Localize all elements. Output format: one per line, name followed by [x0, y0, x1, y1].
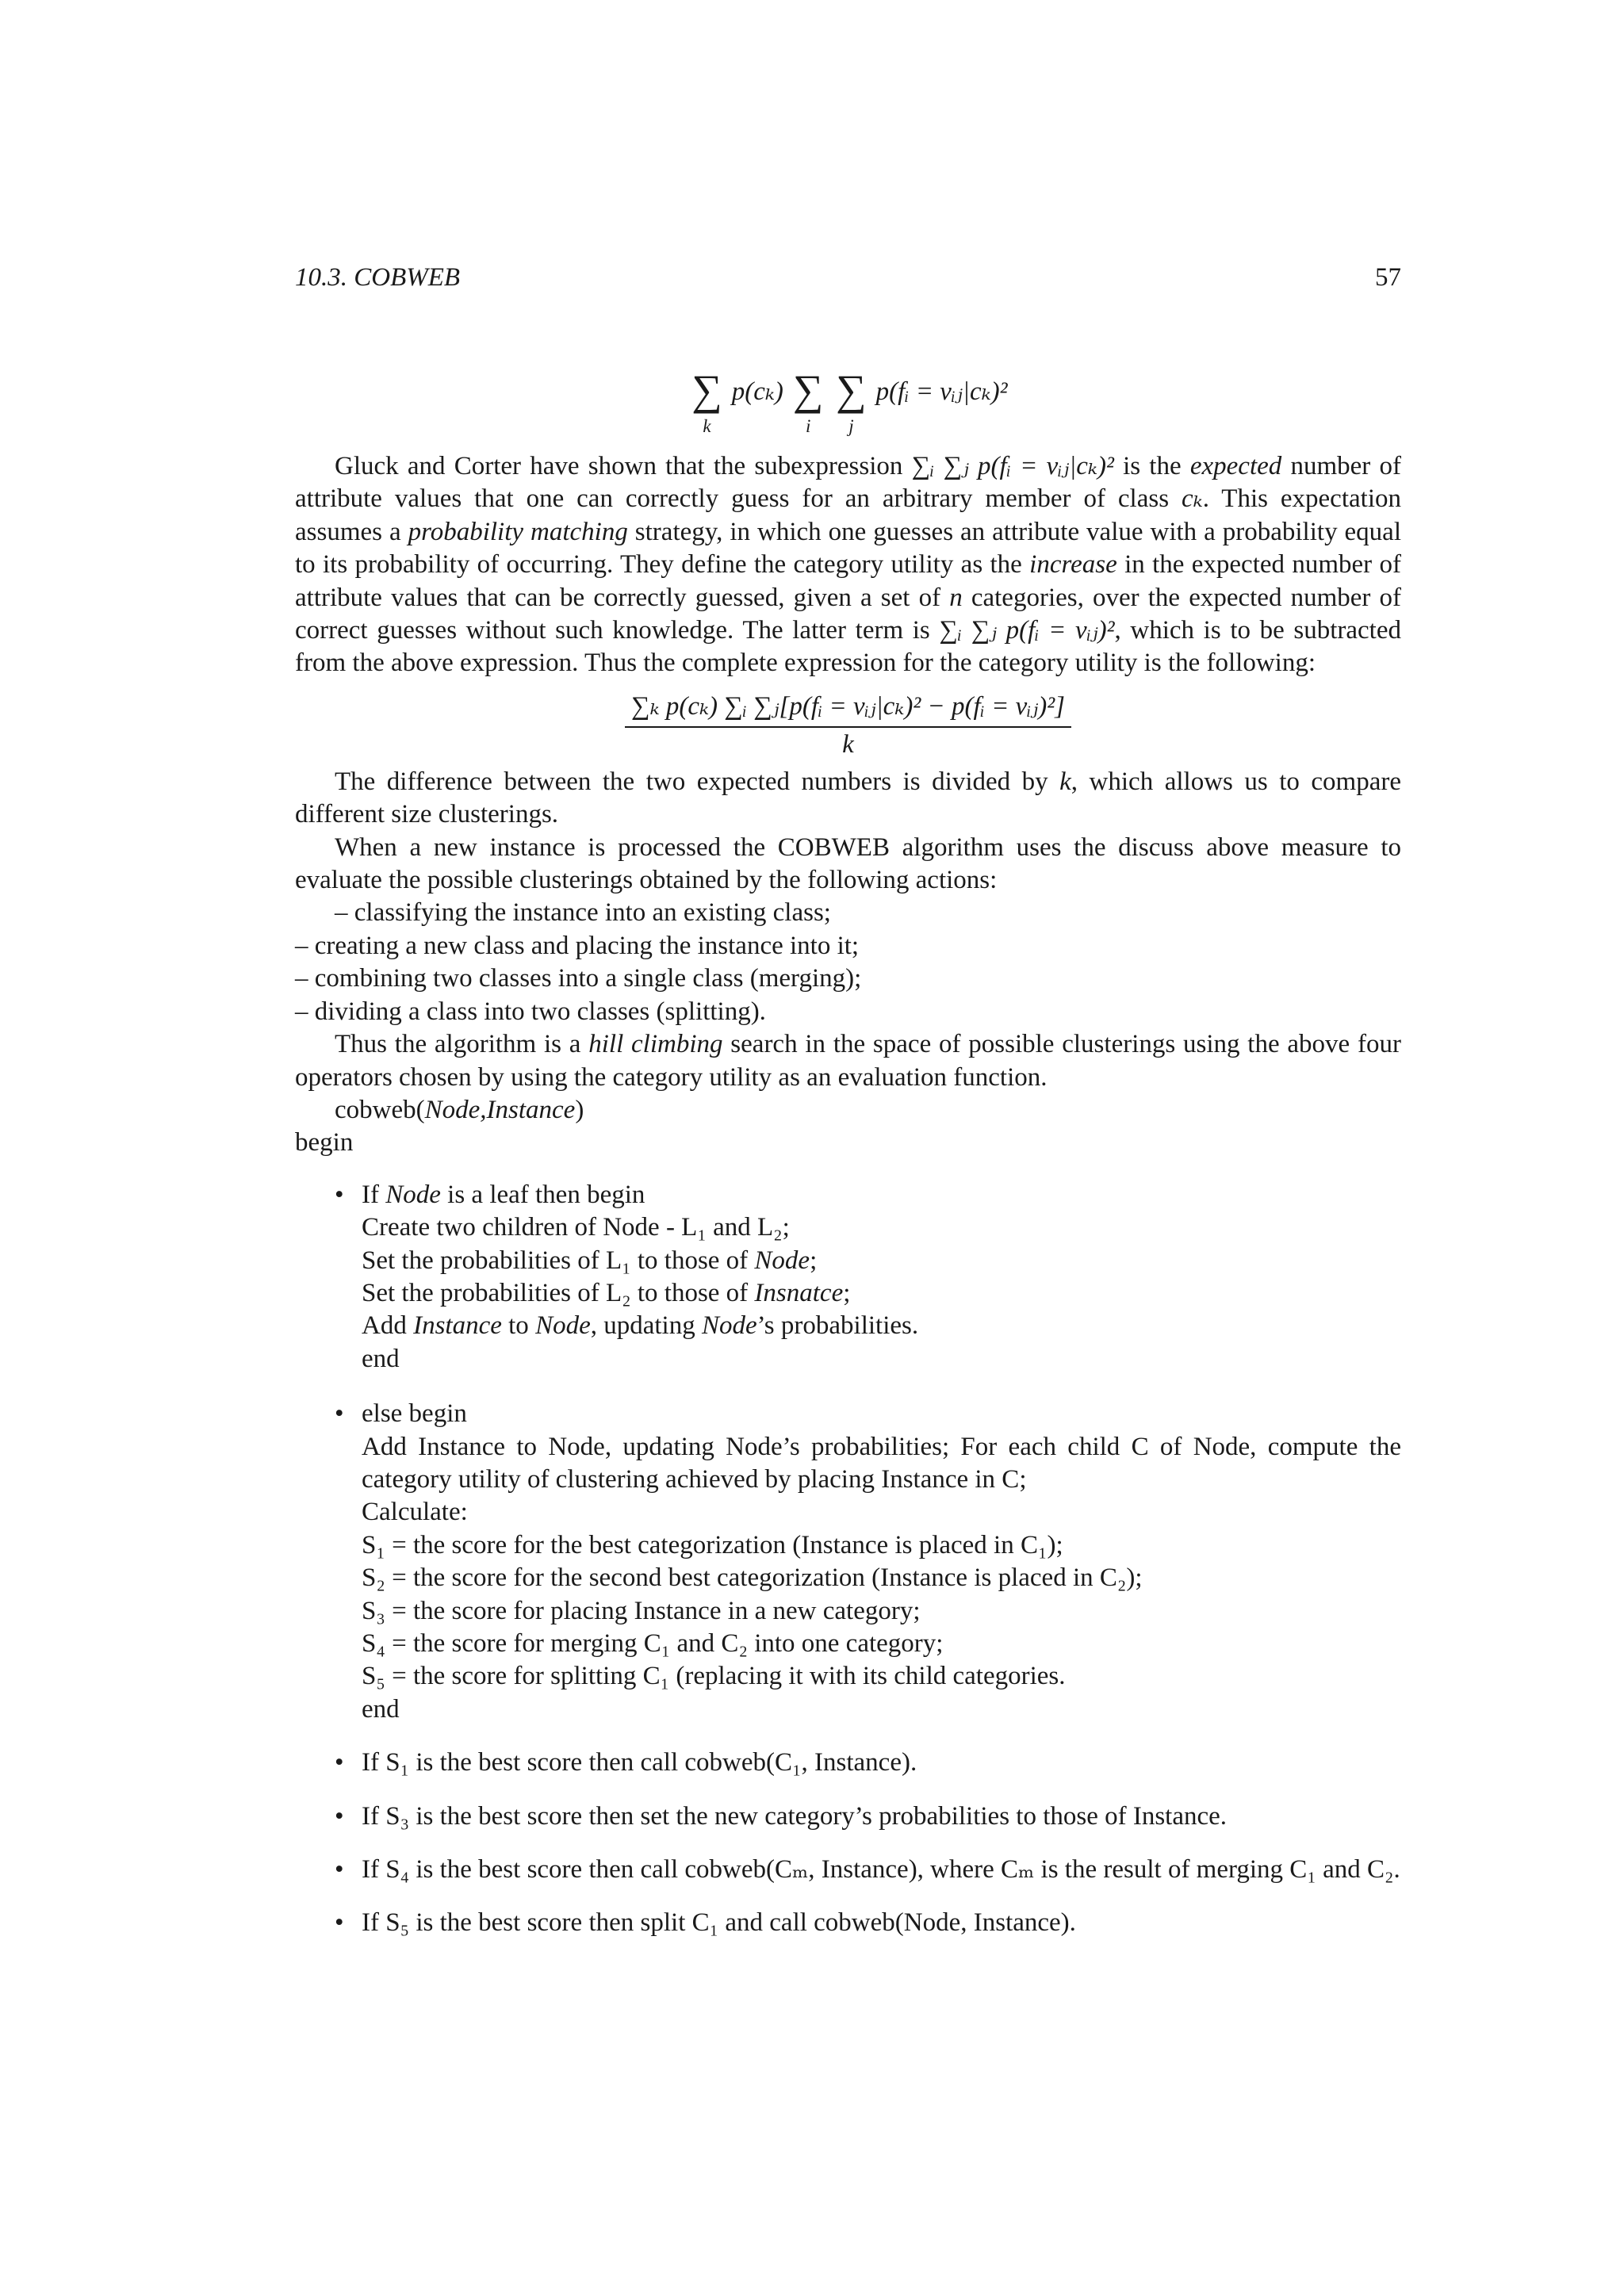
algorithm-signature: cobweb(Node,Instance) [335, 1095, 584, 1124]
eq1-term-pc: p(cₖ) [731, 377, 783, 406]
score-s3: S₃ = the score for placing Instance in a new category; [362, 1596, 921, 1625]
paragraph-gluck-corter: Gluck and Corter have shown that the subexpression ∑ᵢ ∑ⱼ p(fᵢ = vᵢⱼ|cₖ)² is the expected number of attribute values that one can correctly guess for an arbitrary member of class cₖ. This expectation assumes a probability matching strategy, in which one guesses an attribute value with a probability equal to its probability of occurring. They define the category utility as the increase in the expected number of attribute values that can be correctly guessed, given a set of n categories, over the expected number of correct guesses without such knowledge. The latter term is ∑ᵢ ∑ⱼ p(fᵢ = vᵢⱼ)², which is to be subtracted from the above expression. Thus the complete expression for the category utility is the following: [295, 452, 1402, 678]
bullet-icon: • [335, 1855, 344, 1885]
sum-over-i: ∑ i [792, 366, 824, 436]
step-s5: • If S₅ is the best score then split C₁ and call cobweb(Node, Instance). [295, 1907, 1401, 1939]
action-merge: – combining two classes into a single class (merging); [295, 964, 862, 993]
step-s1: • If S₁ is the best score then call cobweb(C₁, Instance). [295, 1747, 1401, 1779]
bullet-icon: • [335, 1399, 344, 1429]
equation-expected-guesses [295, 366, 1401, 438]
cu-numerator: ∑ₖ p(cₖ) ∑ᵢ ∑ⱼ[p(fᵢ = vᵢⱼ|cₖ)² − p(fᵢ = vᵢⱼ)²] [625, 690, 1071, 728]
paragraph-hill-climbing: Thus the algorithm is a hill climbing search in the space of possible clusterings using the above four operators chosen by using the category utility as an evaluation function. [295, 1030, 1401, 1092]
step-s4: • If S₄ is the best score then call cobweb(Cₘ, Instance), where Cₘ is the result of merging C₁ and C₂. [295, 1854, 1401, 1886]
step-else: • else begin Add Instance to Node, updating Node’s probabilities; For each child C of Node, compute the category utility of clustering achieved by placing Instance in C; Calculate: S₁ = the score for the best categorization (Instance is placed in C₁); S₂ = the score for the second best categorization (Instance is placed in C₂); S₃ = the score for placing Instance in a new category; S₄ = the score for merging C₁ and C₂ into one category; S₅ = the score for splitting C₁ (replacing it with its child categories. end [335, 1399, 1401, 1724]
score-s2: S₂ = the score for the second best categorization (Instance is placed in C₂); [362, 1563, 1143, 1593]
step-s3: • If S₃ is the best score then set the new category’s probabilities to those of Instance. [295, 1800, 1401, 1833]
algorithm-steps [295, 1179, 1401, 1940]
score-s5: S₅ = the score for splitting C₁ (replacing it with its child categories. [362, 1662, 1066, 1691]
algorithm-begin: begin [295, 1128, 354, 1158]
cu-denominator: k [842, 729, 854, 759]
paragraph-difference: The difference between the two expected numbers is divided by k, which allows us to compare different size clusterings. [295, 767, 1401, 829]
step-leaf: • If Node is a leaf then begin Create two children of Node - L₁ and L₂; Set the probabilities of L₁ to those of Node; Set the probabilities of L₂ to those of Insnatce; Add Instance to Node, updating Node’s probabilities. end [335, 1180, 919, 1373]
running-head [295, 263, 1401, 303]
body-text [295, 450, 1401, 1940]
sum-over-k: ∑ k [691, 366, 722, 436]
bullet-icon: • [335, 1908, 344, 1938]
page [295, 0, 1401, 2296]
equation-category-utility [295, 690, 1401, 766]
bullet-icon: • [335, 1801, 344, 1831]
score-s4: S₄ = the score for merging C₁ and C₂ into one category; [362, 1629, 944, 1658]
action-create: – creating a new class and placing the instance into it; [295, 931, 860, 960]
paragraph-new-instance: When a new instance is processed the COBWEB algorithm uses the discuss above measure to evaluate the possible clusterings obtained by the following actions: [295, 832, 1401, 895]
score-s1: S₁ = the score for the best categorization (Instance is placed in C₁); [362, 1530, 1063, 1559]
sum-over-j: ∑ j [836, 366, 867, 436]
action-split: – dividing a class into two classes (splitting). [295, 997, 766, 1026]
bullet-icon: • [335, 1748, 344, 1777]
bullet-icon: • [335, 1180, 344, 1209]
eq1-term-pf: p(fᵢ = vᵢⱼ|cₖ)² [875, 377, 1008, 406]
page-number: 57 [1375, 263, 1401, 292]
section-title: 10.3. COBWEB [295, 263, 461, 292]
action-classify: – classifying the instance into an existing class; [335, 898, 831, 928]
